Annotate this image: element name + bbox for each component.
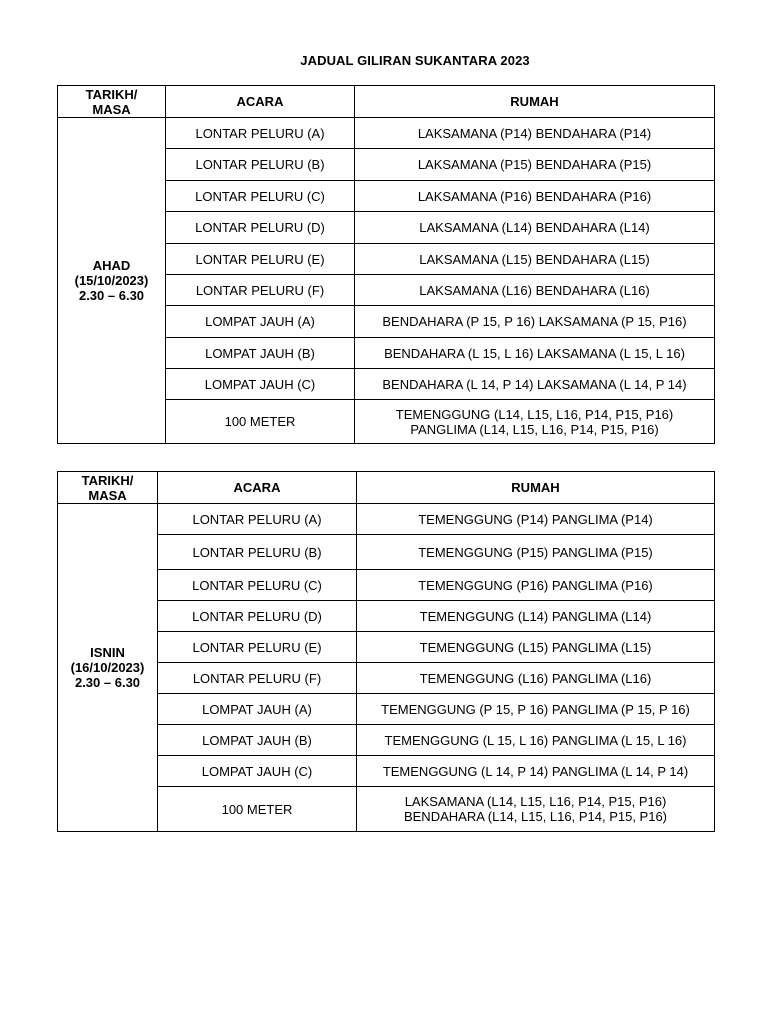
header-date-time <box>58 86 166 118</box>
rumah-cell <box>355 306 715 338</box>
date-time-cell <box>58 504 158 832</box>
acara-cell: LONTAR PELURU (B) <box>158 535 357 570</box>
acara-cell: LOMPAT JAUH (C) <box>166 369 355 400</box>
acara-cell: LONTAR PELURU (D) <box>158 601 357 632</box>
rumah-cell <box>357 756 715 787</box>
date-cell-date: (16/10/2023) <box>70 660 145 675</box>
acara-cell: LOMPAT JAUH (A) <box>166 306 355 338</box>
rumah-line: TEMENGGUNG (L14) PANGLIMA (L14) <box>419 608 652 624</box>
rumah-line: LAKSAMANA (L15) BENDAHARA (L15) <box>419 251 650 267</box>
rumah-cell <box>355 244 715 275</box>
acara-cell: 100 METER <box>166 400 355 444</box>
rumah-cell <box>355 275 715 306</box>
acara-cell: LONTAR PELURU (B) <box>166 149 355 181</box>
date-cell-time: 2.30 – 6.30 <box>78 288 145 303</box>
rumah-line: BENDAHARA (L 15, L 16) LAKSAMANA (L 15, L 16) <box>384 345 685 361</box>
rumah-line: TEMENGGUNG (L 15, L 16) PANGLIMA (L 15, L 16) <box>384 732 687 748</box>
date-cell-date: (15/10/2023) <box>74 273 149 288</box>
acara-cell: LONTAR PELURU (E) <box>158 632 357 663</box>
acara-cell: LONTAR PELURU (C) <box>158 570 357 601</box>
header-date-time <box>58 472 158 504</box>
rumah-line: TEMENGGUNG (P16) PANGLIMA (P16) <box>418 577 653 593</box>
table-header-row <box>58 472 715 504</box>
rumah-cell <box>357 663 715 694</box>
rumah-line: BENDAHARA (P 15, P 16) LAKSAMANA (P 15, P16) <box>382 314 687 329</box>
acara-cell: LONTAR PELURU (F) <box>158 663 357 694</box>
rumah-cell <box>355 338 715 369</box>
acara-cell: LONTAR PELURU (C) <box>166 181 355 212</box>
header-date-line1: TARIKH/ <box>85 86 138 102</box>
rumah-cell <box>357 632 715 663</box>
date-cell-time: 2.30 – 6.30 <box>74 675 141 690</box>
acara-cell: LOMPAT JAUH (A) <box>158 694 357 725</box>
rumah-line: TEMENGGUNG (L16) PANGLIMA (L16) <box>419 670 652 686</box>
rumah-line: TEMENGGUNG (L15) PANGLIMA (L15) <box>419 639 652 655</box>
header-date-line1: TARIKH/ <box>81 472 134 488</box>
header-acara: ACARA <box>166 86 355 118</box>
acara-cell: LOMPAT JAUH (B) <box>158 725 357 756</box>
rumah-line: TEMENGGUNG (P14) PANGLIMA (P14) <box>418 511 653 527</box>
rumah-cell <box>355 181 715 212</box>
acara-cell: LONTAR PELURU (A) <box>166 118 355 149</box>
rumah-cell <box>357 570 715 601</box>
table-row <box>58 504 715 535</box>
rumah-cell <box>357 535 715 570</box>
rumah-line: TEMENGGUNG (P 15, P 16) PANGLIMA (P 15, P 16) <box>381 701 690 717</box>
document-title: JADUAL GILIRAN SUKANTARA 2023 <box>300 53 530 68</box>
rumah-line: BENDAHARA (L14, L15, L16, P14, P15, P16) <box>403 809 668 824</box>
rumah-cell <box>357 601 715 632</box>
schedule-table-day2 <box>57 471 715 832</box>
rumah-line: LAKSAMANA (L14, L15, L16, P14, P15, P16) <box>404 794 667 809</box>
rumah-cell <box>355 400 715 444</box>
rumah-cell <box>355 369 715 400</box>
date-time-cell <box>58 118 166 444</box>
rumah-line: LAKSAMANA (P14) BENDAHARA (P14) <box>417 125 652 141</box>
header-rumah: RUMAH <box>357 472 715 504</box>
acara-cell: LONTAR PELURU (E) <box>166 244 355 275</box>
rumah-line: LAKSAMANA (L16) BENDAHARA (L16) <box>419 282 650 298</box>
rumah-line: TEMENGGUNG (P15) PANGLIMA (P15) <box>418 544 653 560</box>
acara-cell: LONTAR PELURU (F) <box>166 275 355 306</box>
rumah-line: LAKSAMANA (P15) BENDAHARA (P15) <box>417 157 652 172</box>
header-date-line2: MASA <box>92 101 131 117</box>
table-header-row <box>58 86 715 118</box>
rumah-cell <box>357 787 715 832</box>
acara-cell: LOMPAT JAUH (B) <box>166 338 355 369</box>
rumah-line: LAKSAMANA (P16) BENDAHARA (P16) <box>417 188 652 204</box>
rumah-cell <box>355 118 715 149</box>
header-rumah: RUMAH <box>355 86 715 118</box>
acara-cell: LONTAR PELURU (D) <box>166 212 355 244</box>
rumah-line: LAKSAMANA (L14) BENDAHARA (L14) <box>419 220 650 235</box>
acara-cell: LOMPAT JAUH (C) <box>158 756 357 787</box>
rumah-line: BENDAHARA (L 14, P 14) LAKSAMANA (L 14, P 14) <box>382 376 687 392</box>
rumah-line: PANGLIMA (L14, L15, L16, P14, P15, P16) <box>410 421 659 437</box>
rumah-line: TEMENGGUNG (L 14, P 14) PANGLIMA (L 14, P 14) <box>382 763 689 779</box>
schedule-table-day1 <box>57 85 715 444</box>
rumah-cell <box>355 212 715 244</box>
table-row <box>58 118 715 149</box>
rumah-cell <box>357 725 715 756</box>
rumah-cell <box>355 149 715 181</box>
rumah-cell <box>357 504 715 535</box>
date-cell-day: AHAD <box>92 258 131 273</box>
rumah-line: TEMENGGUNG (L14, L15, L16, P14, P15, P16) <box>395 406 674 422</box>
header-acara: ACARA <box>158 472 357 504</box>
rumah-cell <box>357 694 715 725</box>
acara-cell: 100 METER <box>158 787 357 832</box>
header-date-line2: MASA <box>88 487 127 503</box>
acara-cell: LONTAR PELURU (A) <box>158 504 357 535</box>
date-cell-day: ISNIN <box>90 645 125 660</box>
